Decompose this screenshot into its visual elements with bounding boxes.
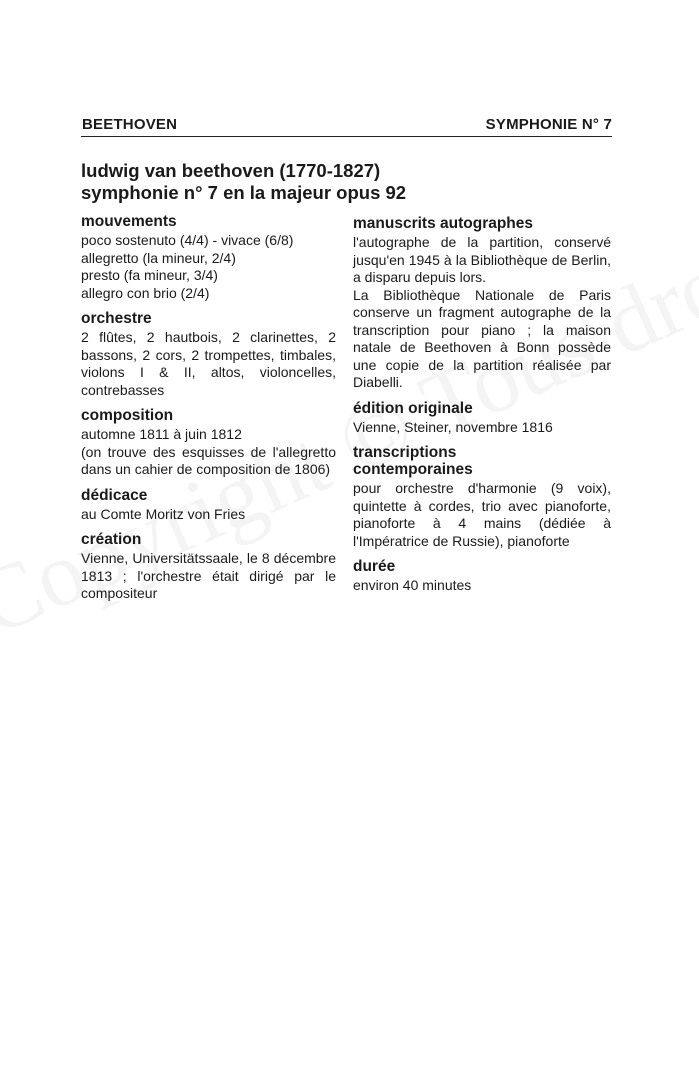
heading-transcriptions xyxy=(353,444,611,478)
section-manuscrits xyxy=(353,215,611,392)
section-orchestre xyxy=(81,310,336,399)
section-mouvements xyxy=(81,213,336,302)
running-header xyxy=(81,112,612,137)
movement-4: allegro con brio (2/4) xyxy=(81,284,210,301)
heading-transcriptions-line-1: transcriptions xyxy=(353,444,457,461)
heading-orchestre: orchestre xyxy=(81,310,152,327)
right-column xyxy=(353,215,611,603)
manuscrits-text-2: La Bibliothèque Nationale de Paris conserve un fragment autographe de la transcription pour piano ; la maison natale de Beethoven à Bonn possède une copie de la partition réalisée par Diabelli. xyxy=(353,286,611,390)
title-line-work: symphonie n° 7 en la majeur opus 92 xyxy=(81,182,407,203)
header-work: SYMPHONIE N° 7 xyxy=(485,116,612,133)
duree-text: environ 40 minutes xyxy=(353,577,472,593)
section-dedicace xyxy=(81,487,336,524)
heading-composition: composition xyxy=(81,407,174,424)
heading-edition: édition originale xyxy=(353,399,473,417)
section-edition xyxy=(353,400,611,437)
movement-3: presto (fa mineur, 3/4) xyxy=(81,267,218,283)
composition-note: (on trouve des esquisses de l'allegretto dans un cahier de composition de 1806) xyxy=(81,443,336,477)
edition-text: Vienne, Steiner, novembre 1816 xyxy=(353,418,553,435)
creation-text: Vienne, Universitätssaale, le 8 décembre 1813 ; l'orchestre était dirigé par le compositeur xyxy=(81,550,336,601)
heading-creation: création xyxy=(81,531,142,548)
section-transcriptions xyxy=(353,444,611,550)
orchestre-text: 2 flûtes, 2 hautbois, 2 clarinettes, 2 bassons, 2 cors, 2 trompettes, timbales, violons I & II, altos, violoncelles, contrebasses xyxy=(81,329,336,398)
heading-dedicace: dédicace xyxy=(81,486,148,504)
page-title xyxy=(81,160,621,204)
heading-mouvements: mouvements xyxy=(81,213,177,230)
section-composition xyxy=(81,407,336,479)
dedicace-text: au Comte Moritz von Fries xyxy=(81,505,246,522)
heading-duree: durée xyxy=(353,558,396,575)
section-creation xyxy=(81,531,336,603)
title-line-composer: ludwig van beethoven (1770-1827) xyxy=(81,160,381,181)
heading-transcriptions-line-2: contemporaines xyxy=(353,461,473,478)
composition-dates: automne 1811 à juin 1812 xyxy=(81,426,242,442)
section-duree xyxy=(353,558,611,595)
transcriptions-text: pour orchestre d'harmonie (9 voix), quintette à cordes, trio avec pianoforte, pianoforte à 4 mains (dédiée à l'Impératrice de Russie), pianoforte xyxy=(353,480,611,549)
heading-manuscrits: manuscrits autographes xyxy=(353,215,534,232)
movement-1: poco sostenuto (4/4) - vivace (6/8) xyxy=(81,232,294,248)
left-column xyxy=(81,213,336,611)
header-composer: BEETHOVEN xyxy=(82,116,178,133)
movement-2: allegretto (la mineur, 2/4) xyxy=(81,249,236,266)
manuscrits-text-1: l'autographe de la partition, conservé jusqu'en 1945 à la Bibliothèque de Berlin, a disparu depuis lors. xyxy=(353,234,611,285)
